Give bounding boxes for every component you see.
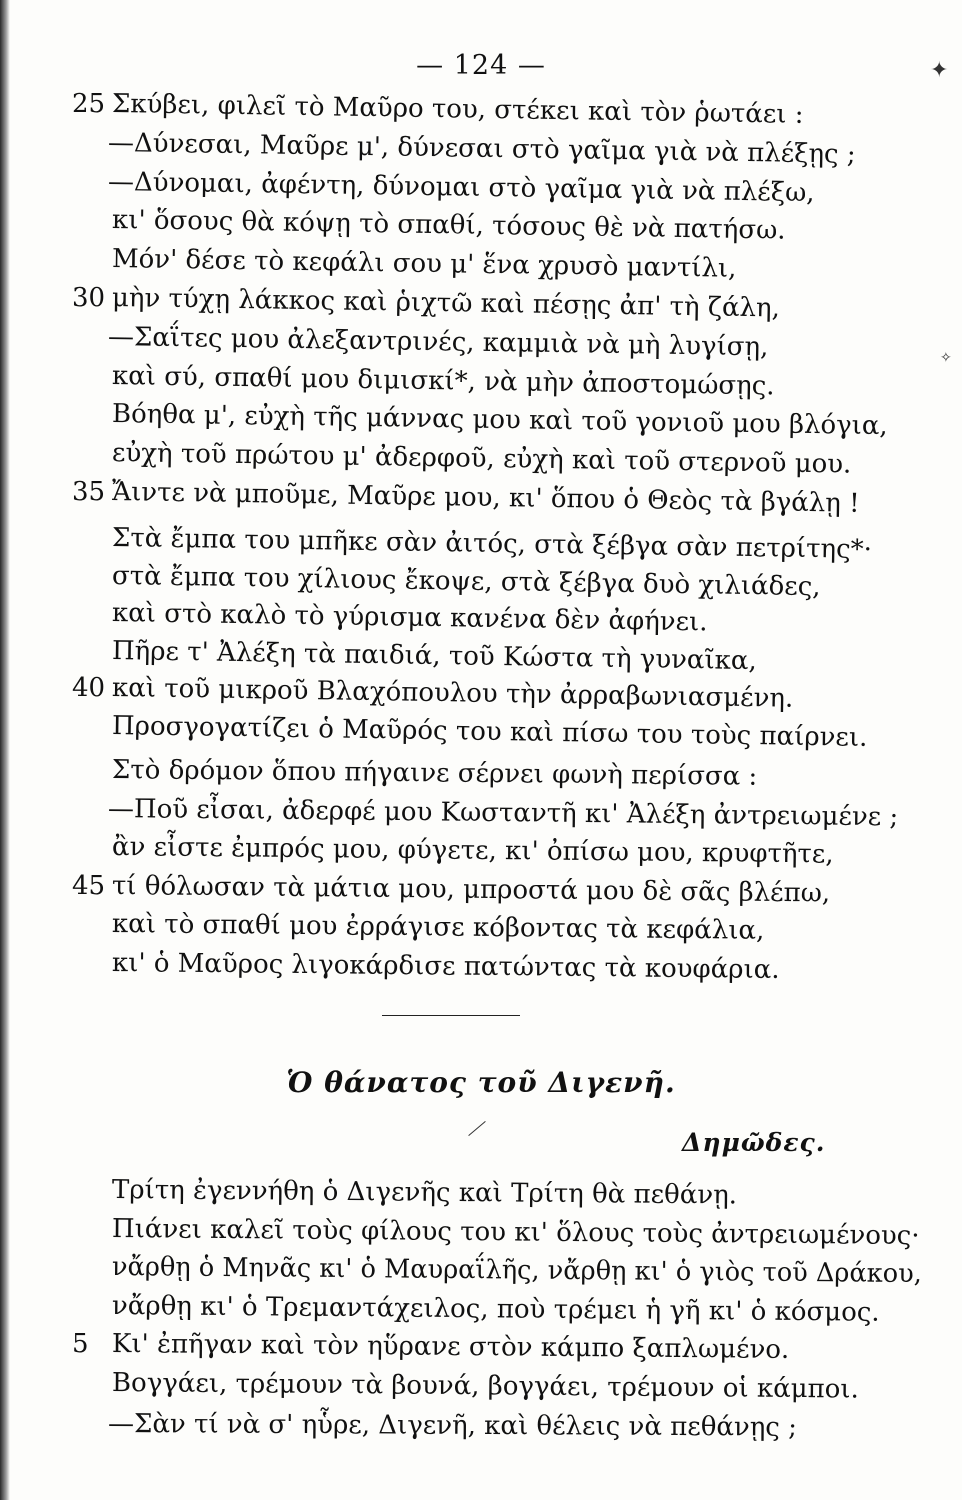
line-text: Πιάνει καλεῖ τοὺς φίλους του κι' ὅλους τοὺς ἀντρειωμένους· <box>111 1213 920 1251</box>
poem-line <box>0 1249 962 1290</box>
poem-line <box>0 791 962 832</box>
line-number: 45 <box>72 870 106 901</box>
attribution: Δημῶδες. <box>682 1128 826 1157</box>
line-text: κι' ὁ Μαῦρος λιγοκάρδισε πατώντας τὰ κουφάρια. <box>111 947 780 985</box>
line-text: καὶ στὸ καλὸ τὸ γύρισμα κανένα δὲν ἀφήνει. <box>111 598 708 638</box>
line-text: —Δύνομαι, ἀφέντη, δύνομαι στὸ γαῖμα γιὰ νὰ πλέξω, <box>107 166 815 208</box>
line-text: νἄρθῃ κι' ὁ Τρεμαντάχειλος, ποὺ τρέμει ἡ γῆ κι' ὁ κόσμος. <box>111 1290 880 1328</box>
line-text: Στὰ ἔμπα του μπῆκε σὰν ἀιτός, στὰ ξέβγα σὰν πετρίτης*· <box>111 523 873 565</box>
line-text: Στὸ δρόμον ὅπου πήγαινε σέρνει φωνὴ περίσσα : <box>111 755 758 792</box>
poem-line <box>0 241 962 284</box>
poem-line <box>0 86 962 130</box>
poem-line <box>0 520 962 565</box>
line-number: 35 <box>72 477 106 507</box>
poem-line <box>0 1365 962 1405</box>
line-text: καὶ τοῦ μικροῦ Βλαχόπουλου τὴν ἀρραβωνιασμένη. <box>111 673 794 714</box>
line-text: Τρίτη ἐγεννήθη ὁ Διγενῆς καὶ Τρίτη θὰ πεθάνῃ. <box>111 1175 738 1211</box>
line-text: καὶ τὸ σπαθί μου ἐρράγισε κόβοντας τὰ κεφάλια, <box>111 909 765 946</box>
poem-line <box>0 906 962 946</box>
line-text: νἄρθῃ ὁ Μηνᾶς κι' ὁ Μαυραΐλῆς, νἄρθῃ κι' ὁ γιὸς τοῦ Δράκου, <box>111 1252 923 1290</box>
poem-line <box>0 752 962 792</box>
line-text: Προσγογατίζει ὁ Μαῦρός του καὶ πίσω του τοὺς παίρνει. <box>111 710 868 753</box>
line-number: 25 <box>72 89 106 119</box>
line-text: Βόηθα μ', εὐχὴ τῆς μάννας μου καὶ τοῦ γονιοῦ μου βλόγια, <box>111 399 888 442</box>
page-number: — 124 — <box>416 50 546 81</box>
margin-mark-icon: ✦ <box>930 58 949 83</box>
poem-line <box>0 396 962 442</box>
poem-line <box>0 633 962 676</box>
poem-line <box>0 202 962 246</box>
poem-line <box>0 829 962 870</box>
poem-line <box>0 708 962 753</box>
line-text: —Σαΐτες μου ἀλεξαντρινές, καμμιὰ νὰ μὴ λυγίσῃ, <box>107 321 769 363</box>
line-text: καὶ σύ, σπαθί μου διμισκί*, νὰ μὴν ἀποστομώσῃς. <box>111 360 775 402</box>
line-text: Κι' ἐπῆγαν καὶ τὸν ηὕρανε στὸν κάμπο ξαπλωμένο. <box>111 1329 790 1365</box>
line-text: Πῆρε τ' Ἀλέξη τὰ παιδιά, τοῦ Κώστα τὴ γυναῖκα, <box>111 635 757 676</box>
poem-line <box>0 319 962 363</box>
pencil-mark <box>468 1121 485 1136</box>
section-divider <box>382 1015 520 1016</box>
poem-line <box>0 1406 962 1442</box>
poem-line <box>0 164 962 208</box>
poem-line <box>0 1211 962 1251</box>
line-text: —Ποῦ εἶσαι, ἀδερφέ μου Κωσταντῆ κι' Ἀλέξη ἀντρειωμένε ; <box>107 793 899 832</box>
poem-line <box>0 358 962 402</box>
line-text: —Σὰν τί νὰ σ' ηὗρε, Διγενῆ, καὶ θέλεις νὰ πεθάνῃς ; <box>107 1409 798 1443</box>
line-text: Βογγάει, τρέμουν τὰ βουνά, βογγάει, τρέμουν οἱ κάμποι. <box>111 1367 859 1405</box>
line-text: Ἄιντε νὰ μποῦμε, Μαῦρε μου, κι' ὅπου ὁ Θεὸς τὰ βγάλῃ ! <box>111 477 860 519</box>
line-number: 30 <box>72 283 106 313</box>
poem-line <box>0 1172 962 1211</box>
poem-line <box>0 435 962 480</box>
line-number: 40 <box>72 673 106 703</box>
poem-line <box>0 670 962 714</box>
poem-line <box>0 125 962 170</box>
section-title: Ὁ θάνατος τοῦ Διγενῆ. <box>286 1066 676 1099</box>
line-text: τί θόλωσαν τὰ μάτια μου, μπροστά μου δὲ σᾶς βλέπω, <box>111 870 831 909</box>
line-text: μὴν τύχῃ λάκκος καὶ ῥιχτῶ καὶ πέσῃς ἀπ' τὴ ζάλη, <box>111 283 781 324</box>
poem-line <box>0 1326 962 1365</box>
line-text: εὐχὴ τοῦ πρώτου μ' ἀδερφοῦ, εὐχὴ καὶ τοῦ στερνοῦ μου. <box>111 438 852 480</box>
poem-line <box>0 1288 962 1328</box>
line-number: 5 <box>72 1329 89 1359</box>
line-text: Μόν' δέσε τὸ κεφάλι σου μ' ἕνα χρυσὸ μαντίλι, <box>111 244 737 284</box>
margin-speck-icon: ✧ <box>940 350 952 366</box>
poem-line <box>0 595 962 638</box>
poem-line <box>0 945 962 985</box>
line-text: ἂν εἶστε ἐμπρός μου, φύγετε, κι' ὀπίσω μου, κρυφτῆτε, <box>111 832 834 870</box>
poem-line <box>0 558 962 602</box>
poem-line <box>0 868 962 909</box>
poem-line <box>0 280 962 324</box>
line-text: Σκύβει, φιλεῖ τὸ Μαῦρο του, στέκει καὶ τὸν ῥωτάει : <box>111 89 804 130</box>
line-text: κι' ὅσους θὰ κόψῃ τὸ σπαθί, τόσους θὲ νὰ πατήσω. <box>111 205 786 246</box>
line-text: στὰ ἔμπα του χίλιους ἔκοψε, στὰ ξέβγα δυὸ χιλιάδες, <box>111 560 821 602</box>
line-text: —Δύνεσαι, Μαῦρε μ', δύνεσαι στὸ γαῖμα γιὰ νὰ πλέξῃς ; <box>107 127 856 170</box>
poem-line <box>0 474 962 519</box>
